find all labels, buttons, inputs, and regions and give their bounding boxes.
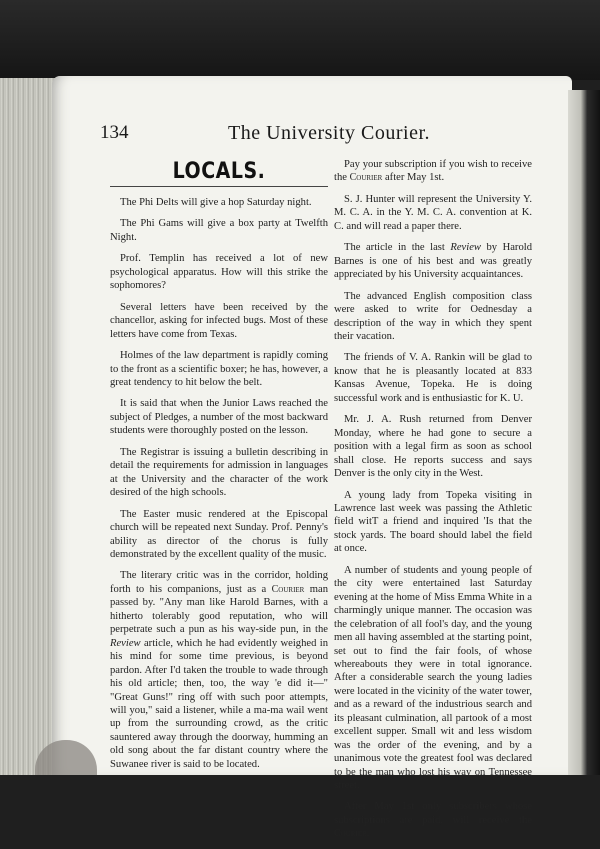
scan-background xyxy=(0,0,600,80)
courier-name: Courier xyxy=(271,583,305,595)
paragraph: It is said that when the Junior Laws reached the subject of Pledges, a number of the most backward students were thoroughly posted on the lesson. xyxy=(110,398,328,437)
review-name: Review xyxy=(110,637,141,649)
book-page-edges xyxy=(0,78,60,775)
subscription-paragraph: Pay your subscription if you wish to receive the Courier after May 1st. xyxy=(334,159,532,184)
paragraph: Prof. Templin has received a lot of new psychological apparatus. How will this strike the sophomores? xyxy=(110,253,328,292)
paragraph: The Easter music rendered at the Episcopal church will be repeated next Sunday. Prof. Penny's ability as director of the chorus is fully demonstrated by the excellent quality of the music. xyxy=(110,508,328,560)
paragraph: The Phi Delts will give a hop Saturday night. xyxy=(120,197,312,208)
paragraph: A number of students and young people of the city were entertained last Saturday evening at the home of Miss Emma White in a charmingly unique manner. The occasion was the celebration of all fool's day, and the young men all having assembled at the starting point, set out to find the fair fools, of whose whereabouts they were in total ignorance. After a considerable search the young ladies were located in the vicinity of the water tower, and as a reward of the industrious search and its pleasant culmination, all partook of a most excellent supper. Small wit and less wisdom was the order of the evening, and by a unanimous vote the greatest fool was declared to be the man who lost his way on Tennessee street. xyxy=(334,564,532,792)
review-paragraph: The article in the last Review by Harold Barnes is one of his best and was greatly appreciated by his University acquaintances. xyxy=(334,242,532,281)
left-column xyxy=(110,158,328,779)
heading-rule xyxy=(110,186,328,187)
paragraph: The Phi Gams will give a box party at Twelfth Night. xyxy=(110,218,328,243)
page-number: 134 xyxy=(100,122,129,143)
review-name: Review xyxy=(450,242,481,254)
courier-name: Courier xyxy=(349,172,383,184)
page-header xyxy=(100,122,560,152)
section-heading: LOCALS. xyxy=(172,158,266,184)
paragraph: Holmes of the law department is rapidly coming to the front as a scientific boxer; he has, however, a great tendency to hit below the belt. xyxy=(110,350,328,388)
paragraph: A young lady from Topeka visiting in Lawrence last week was passing the Athletic field witT a friend and inquired 'Is that the stock yards. The board should label the field at once. xyxy=(334,489,532,555)
running-title: The University Courier. xyxy=(228,122,431,144)
facing-page-edge xyxy=(568,90,600,775)
final-paragraph: After May 1st only subscribers whose subscriptions are paid, will receive the Courier. xyxy=(334,801,532,840)
paragraph: The Registrar is issuing a bulletin describing in detail the requirements for admission in languages at the University and the character of the work desired of the high schools. xyxy=(110,446,328,499)
paragraph: Mr. J. A. Rush returned from Denver Monday, where he had gone to secure a position with a legal firm as soon as school shall close. He reports success and says Denver is the only city in the West. xyxy=(334,414,532,480)
courier-name: Courier. xyxy=(334,828,370,840)
paragraph: The friends of V. A. Rankin will be glad to know that he is pleasantly located at 833 Kansas Avenue, Topeka. He is doing successful work and is enthusiastic for K. U. xyxy=(334,352,532,404)
right-column xyxy=(334,158,532,849)
paragraph: Several letters have been received by the chancellor, asking for infected bugs. Most of these letters have come from Texas. xyxy=(110,301,328,340)
literary-critic-paragraph: The literary critic was in the corridor, holding forth to his companions, just as a Courier man passed by. "Any man like Harold Barnes, with a hitherto tolerably good reputation, who will perpetrate such a pun as his way-side pun, in the Review article, which he had evidently weighed in his mind for some time previous, is beyond pardon. After I'd taken the trouble to wade through his old article; then, too, the way 'e did it—" "Great Guns!" ring off with such poor attempts, will you," said a listener, while a ma-ma wail went up from the surrounding crowd, as the critic sauntered away through the doorway, humming an old song about the far distant country where the Suwanee river is said to be located. xyxy=(110,570,328,770)
paragraph: S. J. Hunter will represent the University Y. M. C. A. in the Y. M. C. A. convention at K. C. and will read a paper there. xyxy=(334,193,532,232)
paragraph: The advanced English composition class were asked to write for Oednesday a description of the way in which they spent their vacation. xyxy=(334,290,532,342)
